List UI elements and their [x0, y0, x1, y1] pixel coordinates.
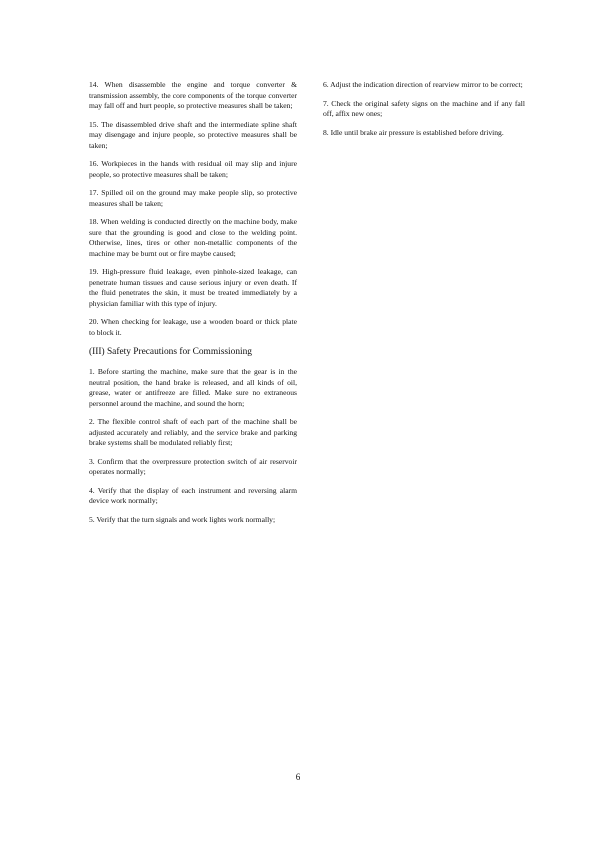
precaution-item-2: 2. The flexible control shaft of each part of the machine shall be adjusted accurately and reliably, and the service brake and parking brake systems shall be modulated reliably first; — [89, 417, 297, 447]
precaution-item-6: 6. Adjust the indication direction of rearview mirror to be correct; — [323, 80, 523, 89]
page-number: 6 — [295, 772, 301, 782]
paragraph-item-17: 17. Spilled oil on the ground may make people slip, so protective measures shall be taken; — [89, 188, 297, 208]
right-column — [323, 80, 525, 146]
paragraph-item-15: 15. The disassembled drive shaft and the intermediate spline shaft may disengage and injure people, so protective measures shall be taken; — [89, 119, 297, 150]
left-column — [89, 80, 297, 533]
paragraph-item-18: 18. When welding is conducted directly on the machine body, make sure that the grounding is good and close to the welding point. Otherwise, lines, tires or other non-metallic components of the machine may be burnt out or fire maybe caused; — [89, 217, 297, 258]
precaution-item-4: 4. Verify that the display of each instrument and reversing alarm device work normally; — [89, 485, 297, 505]
precaution-item-8: 8. Idle until brake air pressure is established before driving. — [323, 127, 504, 137]
precaution-item-7: 7. Check the original safety signs on the machine and if any fall off, affix new ones; — [323, 98, 525, 118]
paragraph-item-20: 20. When checking for leakage, use a wooden board or thick plate to block it. — [89, 317, 297, 337]
precaution-item-3: 3. Confirm that the overpressure protection switch of air reservoir operates normally; — [89, 456, 297, 476]
precaution-item-1: 1. Before starting the machine, make sure that the gear is in the neutral position, the hand brake is released, and all kinds of oil, grease, water or antifreeze are filled. Make sure no extraneous personnel around the machine, and sound the horn; — [89, 367, 297, 408]
paragraph-item-14: 14. When disassemble the engine and torque converter & transmission assembly, the core components of the torque converter may fall off and hurt people, so protective measures shall be taken; — [89, 80, 297, 110]
section-heading: (III) Safety Precautions for Commissioning — [89, 347, 252, 357]
paragraph-item-16: 16. Workpieces in the hands with residual oil may slip and injure people, so protective measures shall be taken; — [89, 159, 297, 179]
precaution-item-5: 5. Verify that the turn signals and work lights work normally; — [89, 514, 276, 524]
paragraph-item-19: 19. High-pressure fluid leakage, even pinhole-sized leakage, can penetrate human tissues and cause serious injury or even death. If the fluid penetrates the skin, it must be treated immediately by a physician familiar with this type of injury. — [89, 267, 297, 308]
